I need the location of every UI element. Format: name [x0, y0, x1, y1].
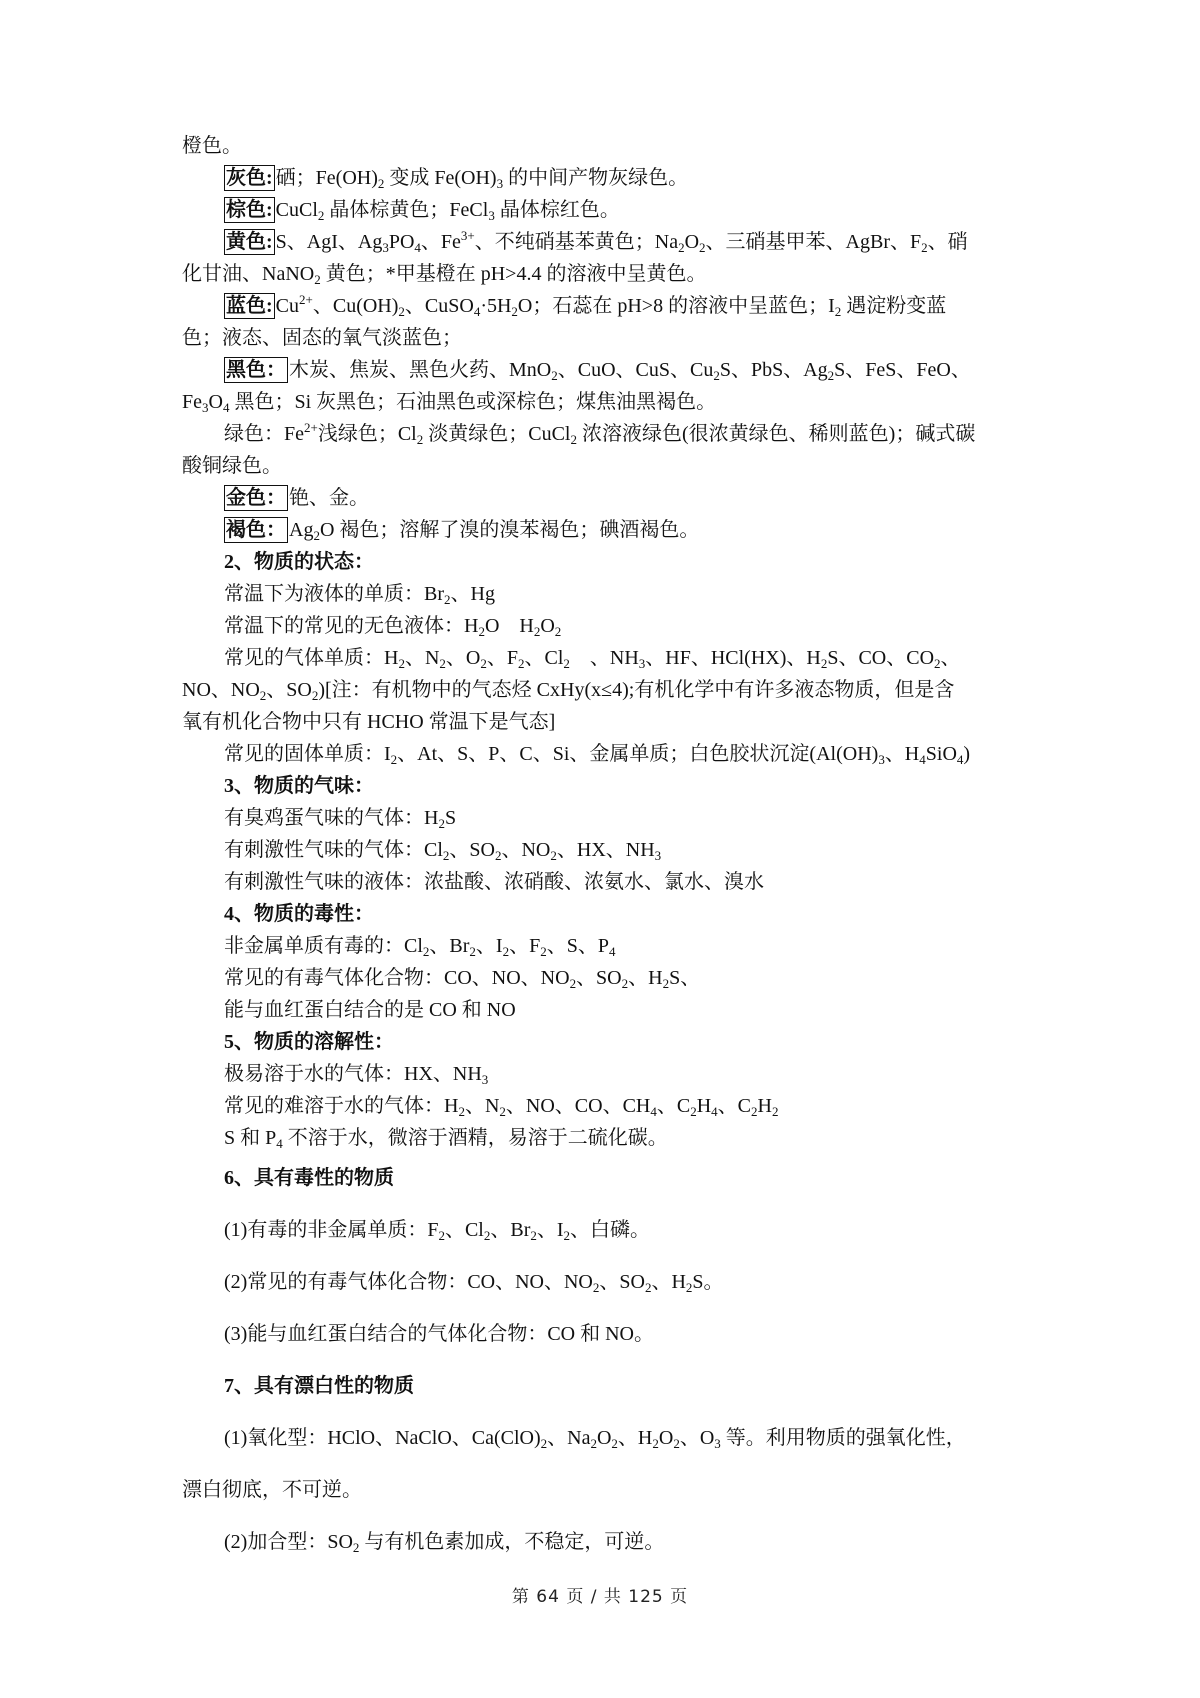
- section-heading: [224, 1373, 414, 1399]
- subscript: 3: [638, 656, 646, 671]
- text-line: [182, 1477, 362, 1503]
- subscript: 4: [276, 1136, 283, 1151]
- text-run: 常见的固体单质：I: [224, 743, 391, 765]
- subscript: 2: [570, 432, 577, 447]
- text-run: (1)有毒的非金属单质：F: [224, 1219, 439, 1241]
- section-heading: [224, 549, 374, 575]
- text-run: )[注：有机物中的气态烃 CxHy(x≤4);有机化学中有许多液态物质，但是含: [318, 679, 955, 701]
- text-run: 氧有机化合物中只有 HCHO 常温下是气态]: [182, 711, 556, 733]
- subscript: 4: [919, 752, 926, 767]
- text-line: [224, 869, 764, 895]
- text-run: 、F: [486, 647, 518, 669]
- subscript: 4: [473, 304, 481, 319]
- text-run: O；石蕊在 pH>8 的溶液中呈蓝色；I: [517, 295, 835, 317]
- text-run: 的中间产物灰绿色。: [503, 167, 689, 189]
- subscript: 2: [563, 656, 570, 671]
- text-line: [182, 389, 716, 415]
- text-run: 硒；Fe(OH): [275, 167, 378, 189]
- text-line: [224, 837, 661, 863]
- subscript: 3: [382, 240, 389, 255]
- superscript: 2+: [304, 420, 318, 435]
- text-run: 不溶于水，微溶于酒精，易溶于二硫化碳。: [282, 1127, 668, 1149]
- subscript: 2: [678, 240, 685, 255]
- text-run: H: [757, 1095, 772, 1117]
- text-run: 、At、S、P、C、Si、金属单质；白色胶状沉淀(Al(OH): [397, 743, 879, 765]
- subscript: 3: [878, 752, 885, 767]
- text-run: O 褐色；溶解了溴的溴苯褐色；碘酒褐色。: [319, 519, 700, 541]
- text-line: [224, 1125, 668, 1151]
- text-run: (2)常见的有毒气体化合物：CO、NO、NO: [224, 1271, 593, 1293]
- text-run: 浓溶液绿色(很浓黄绿色、稀则蓝色)；碱式碳: [577, 423, 976, 445]
- subscript: 2: [499, 1104, 506, 1119]
- subscript: 2: [551, 368, 558, 383]
- text-line: [224, 293, 946, 319]
- text-run: 、不纯硝基苯黄色；Na: [474, 231, 679, 253]
- text-run: 、Cu(OH): [312, 295, 399, 317]
- text-run: 、N: [464, 1095, 500, 1117]
- text-run: 、C: [656, 1095, 691, 1117]
- subscript: 2: [834, 304, 842, 319]
- text-run: 有臭鸡蛋气味的气体：H: [224, 807, 439, 829]
- subscript: 2: [771, 1104, 779, 1119]
- text-line: [224, 613, 561, 639]
- text-run: O: [208, 391, 223, 413]
- subscript: 2: [259, 688, 267, 703]
- color-label-box: 蓝色:: [226, 295, 273, 317]
- subscript: 2: [530, 1228, 537, 1243]
- text-line: [224, 1217, 650, 1243]
- text-run: 晶体棕黄色；FeCl: [324, 199, 489, 221]
- text-line: [224, 645, 961, 671]
- subscript: 4: [414, 240, 421, 255]
- subscript: 2: [540, 944, 547, 959]
- text-line: [224, 997, 516, 1023]
- text-run: 黑色；Si 灰黑色；石油黑色或深棕色；煤焦油黑褐色。: [229, 391, 717, 413]
- text-run: S、PbS、Ag: [719, 359, 828, 381]
- subscript: 2: [517, 656, 525, 671]
- subscript: 2: [569, 976, 577, 991]
- subscript: 2: [713, 368, 720, 383]
- text-line: [182, 261, 706, 287]
- subscript: 2: [820, 656, 828, 671]
- text-line: [182, 709, 555, 735]
- text-run: 、O: [679, 1427, 715, 1449]
- text-run: O: [684, 231, 700, 253]
- text-line: [182, 133, 242, 159]
- text-run: 、白磷。: [570, 1219, 651, 1241]
- text-run: S: [444, 807, 457, 829]
- subscript: 2: [652, 1436, 659, 1451]
- text-run: (1)氧化型：HClO、NaClO、Ca(ClO): [224, 1427, 541, 1449]
- text-run: S、FeS、FeO、: [834, 359, 971, 381]
- text-run: 绿色：Fe: [224, 423, 304, 445]
- subscript: 2: [699, 240, 706, 255]
- text-run: 橙色。: [182, 135, 242, 157]
- subscript: 2: [438, 1228, 445, 1243]
- text-run: 常温下的常见的无色液体：H: [224, 615, 479, 637]
- color-label-box: 灰色:: [226, 167, 273, 189]
- text-run: 、Hg: [450, 583, 495, 605]
- subscript: 2: [690, 1104, 697, 1119]
- text-line: [224, 357, 971, 383]
- color-label-box: 黑色：: [226, 359, 286, 381]
- subscript: 2: [458, 1104, 465, 1119]
- subscript: 2: [921, 240, 928, 255]
- subscript: 2: [483, 1228, 491, 1243]
- text-run: 常温下为液体的单质：Br: [224, 583, 444, 605]
- subscript: 4: [222, 400, 230, 415]
- text-run: Ag: [289, 519, 314, 541]
- text-run: Cu: [275, 295, 300, 317]
- subscript: 2: [398, 304, 405, 319]
- subscript: 2: [313, 528, 320, 543]
- subscript: 2: [352, 1540, 360, 1555]
- text-run: 、HX、NH: [556, 839, 655, 861]
- text-run: 常见的难溶于水的气体：H: [224, 1095, 459, 1117]
- text-run: 、NO、CO、CH: [505, 1095, 651, 1117]
- subscript: 2: [398, 656, 405, 671]
- subscript: 2: [480, 656, 487, 671]
- text-run: 非金属单质有毒的：Cl: [224, 935, 423, 957]
- text-line: [224, 1529, 664, 1555]
- subscript: 2: [673, 1436, 680, 1451]
- text-line: [182, 677, 954, 703]
- text-run: S、: [669, 967, 701, 989]
- subscript: 2: [934, 656, 941, 671]
- text-run: 晶体棕红色。: [494, 199, 620, 221]
- text-run: 色；液态、固态的氧气淡蓝色；: [182, 327, 462, 349]
- text-line: [224, 485, 369, 511]
- text-run: 淡黄绿色；CuCl: [423, 423, 571, 445]
- text-run: 遇淀粉变蓝: [841, 295, 947, 317]
- text-run: 浅绿色；Cl: [317, 423, 417, 445]
- text-run: 2、物质的状态：: [224, 551, 374, 573]
- superscript: 2+: [299, 292, 313, 307]
- text-run: 、三硝基甲苯、AgBr、F: [705, 231, 922, 253]
- text-line: [224, 1321, 654, 1347]
- text-run: 变成 Fe(OH): [384, 167, 497, 189]
- text-run: 、NO: [501, 839, 551, 861]
- text-line: [224, 229, 968, 255]
- subscript: 4: [711, 1104, 718, 1119]
- text-run: 5、物质的溶解性：: [224, 1031, 394, 1053]
- text-run: PO: [388, 231, 415, 253]
- text-run: 化甘油、NaNO: [182, 263, 315, 285]
- text-line: [224, 1425, 966, 1451]
- subscript: 2: [444, 592, 451, 607]
- text-run: 漂白彻底，不可逆。: [182, 1479, 362, 1501]
- text-run: 常见的有毒气体化合物：CO、NO、NO: [224, 967, 570, 989]
- text-run: 7、具有漂白性的物质: [224, 1375, 414, 1397]
- subscript: 2: [550, 848, 557, 863]
- subscript: 2: [621, 976, 629, 991]
- subscript: 2: [611, 1436, 618, 1451]
- text-run: (2)加合型：SO: [224, 1531, 353, 1553]
- text-run: 、SO: [449, 839, 495, 861]
- subscript: 2: [311, 688, 319, 703]
- section-heading: [224, 773, 374, 799]
- subscript: 2: [377, 176, 385, 191]
- text-run: O: [540, 615, 555, 637]
- subscript: 2: [533, 624, 541, 639]
- text-run: 、H: [651, 1271, 686, 1293]
- page-footer: 第 64 页 / 共 125 页: [511, 1587, 689, 1607]
- text-run: O H: [484, 615, 534, 637]
- text-run: 等。利用物质的强氧化性，: [720, 1427, 966, 1449]
- text-run: 、硝: [927, 231, 968, 253]
- text-run: 铯、金。: [289, 487, 369, 509]
- subscript: 2: [442, 848, 450, 863]
- text-run: S、AgI、Ag: [275, 231, 383, 253]
- text-run: H: [696, 1095, 712, 1117]
- text-run: 、N: [404, 647, 440, 669]
- text-run: 、Fe: [420, 231, 461, 253]
- text-run: 极易溶于水的气体：HX、NH: [224, 1063, 482, 1085]
- text-line: [224, 581, 495, 607]
- subscript: 3: [202, 400, 209, 415]
- text-run: O: [596, 1427, 612, 1449]
- text-run: ): [963, 743, 971, 765]
- text-run: SiO: [925, 743, 957, 765]
- text-run: 、H: [884, 743, 920, 765]
- text-run: 、C: [717, 1095, 751, 1117]
- section-heading: [224, 1029, 394, 1055]
- subscript: 4: [956, 752, 964, 767]
- text-run: 4、物质的毒性：: [224, 903, 374, 925]
- text-line: [224, 1061, 488, 1087]
- text-run: 黄色；*甲基橙在 pH>4.4 的溶液中呈黄色。: [320, 263, 707, 285]
- text-run: 木炭、焦炭、黑色火药、MnO: [289, 359, 552, 381]
- subscript: 4: [608, 944, 616, 959]
- text-run: O: [658, 1427, 674, 1449]
- text-run: 、SO: [576, 967, 622, 989]
- text-line: [224, 517, 699, 543]
- text-run: 、S、P: [546, 935, 609, 957]
- text-run: 、H: [617, 1427, 653, 1449]
- text-run: 、CuSO: [404, 295, 474, 317]
- subscript: 2: [563, 1228, 571, 1243]
- text-run: 、O: [445, 647, 481, 669]
- subscript: 2: [540, 1436, 548, 1451]
- text-run: S。: [692, 1271, 724, 1293]
- text-line: [224, 165, 688, 191]
- subscript: 3: [654, 848, 662, 863]
- text-line: [224, 933, 615, 959]
- subscript: 2: [416, 432, 424, 447]
- text-run: 、H: [628, 967, 663, 989]
- text-run: 、F: [509, 935, 541, 957]
- subscript: 4: [650, 1104, 657, 1119]
- text-run: Fe: [182, 391, 202, 413]
- text-run: 、: [940, 647, 961, 669]
- text-run: ·5H: [480, 295, 512, 317]
- text-run: 、NH: [569, 647, 639, 669]
- color-label-box: 褐色：: [226, 519, 286, 541]
- text-run: 3、物质的气味：: [224, 775, 374, 797]
- text-line: [224, 805, 456, 831]
- section-heading: [224, 1165, 394, 1191]
- text-run: 、SO: [266, 679, 312, 701]
- color-label-box: 黄色:: [226, 231, 273, 253]
- subscript: 2: [662, 976, 670, 991]
- text-run: CuCl: [275, 199, 318, 221]
- subscript: 2: [494, 848, 502, 863]
- text-run: 、I: [536, 1219, 564, 1241]
- subscript: 3: [714, 1436, 721, 1451]
- text-run: 有刺激性气味的液体：浓盐酸、浓硝酸、浓氨水、氯水、溴水: [224, 871, 764, 893]
- subscript: 2: [314, 272, 321, 287]
- subscript: 2: [590, 1436, 597, 1451]
- subscript: 2: [592, 1280, 600, 1295]
- text-run: NO、NO: [182, 679, 260, 701]
- text-run: 有刺激性气味的气体：Cl: [224, 839, 443, 861]
- subscript: 2: [502, 944, 510, 959]
- text-run: 、Br: [490, 1219, 531, 1241]
- subscript: 2: [751, 1104, 758, 1119]
- subscript: 2: [422, 944, 430, 959]
- text-line: [224, 965, 700, 991]
- section-heading: [224, 901, 374, 927]
- subscript: 3: [481, 1072, 489, 1087]
- text-run: 、Cl: [444, 1219, 484, 1241]
- subscript: 2: [469, 944, 476, 959]
- text-run: 常见的气体单质：H: [224, 647, 399, 669]
- text-run: 、Br: [429, 935, 470, 957]
- text-run: 、I: [475, 935, 503, 957]
- subscript: 2: [511, 304, 518, 319]
- superscript: 3+: [460, 228, 475, 243]
- text-line: [224, 741, 970, 767]
- subscript: 2: [644, 1280, 652, 1295]
- subscript: 2: [317, 208, 325, 223]
- text-line: [224, 197, 620, 223]
- subscript: 2: [554, 624, 562, 639]
- text-run: 能与血红蛋白结合的是 CO 和 NO: [224, 999, 516, 1021]
- text-run: S 和 P: [224, 1127, 277, 1149]
- subscript: 2: [390, 752, 398, 767]
- subscript: 2: [438, 816, 445, 831]
- text-run: (3)能与血红蛋白结合的气体化合物：CO 和 NO。: [224, 1323, 654, 1345]
- text-run: 、CuO、CuS、Cu: [557, 359, 714, 381]
- text-run: 、Na: [547, 1427, 591, 1449]
- text-line: [224, 421, 975, 447]
- text-run: 与有机色素加成，不稳定，可逆。: [359, 1531, 665, 1553]
- color-label-box: 棕色:: [226, 199, 273, 221]
- subscript: 3: [488, 208, 495, 223]
- text-run: 酸铜绿色。: [182, 455, 282, 477]
- text-run: 6、具有毒性的物质: [224, 1167, 394, 1189]
- text-run: S、CO、CO: [827, 647, 935, 669]
- subscript: 2: [827, 368, 835, 383]
- text-line: [182, 453, 282, 479]
- subscript: 2: [478, 624, 485, 639]
- subscript: 3: [496, 176, 504, 191]
- color-label-box: 金色：: [226, 487, 286, 509]
- text-run: 、SO: [599, 1271, 645, 1293]
- subscript: 2: [439, 656, 446, 671]
- text-line: [224, 1093, 778, 1119]
- text-run: 、HF、HCl(HX)、H: [645, 647, 821, 669]
- text-run: 、Cl: [524, 647, 564, 669]
- text-line: [224, 1269, 724, 1295]
- text-line: [182, 325, 462, 351]
- subscript: 2: [685, 1280, 693, 1295]
